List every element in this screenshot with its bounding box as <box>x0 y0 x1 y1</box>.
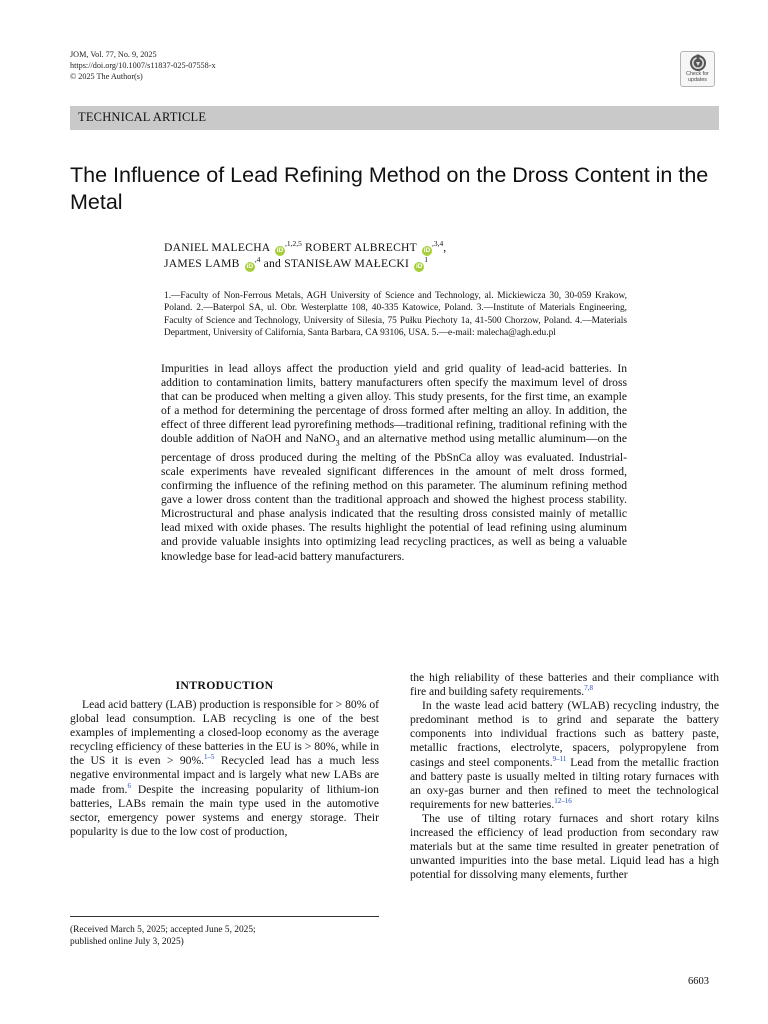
footnote-divider <box>70 916 379 917</box>
author-name: STANISŁAW MAŁECKI <box>284 257 410 270</box>
author-name: DANIEL MALECHA <box>164 241 270 254</box>
abstract-subscript: 3 <box>335 438 340 448</box>
paragraph <box>70 698 379 839</box>
left-column <box>70 698 379 839</box>
citation-link[interactable]: 12–16 <box>554 796 572 805</box>
paragraph-text: Lead acid battery (LAB) production is responsible for > 80% of global lead consumption. LAB recycling is one of the best examples of implementing a closed-loop economy as the average recycling efficiency of these batteries in the EU is > 80%, while in the US it is even > 90%. <box>70 698 379 768</box>
author-name: JAMES LAMB <box>164 257 240 270</box>
updates-icon <box>689 54 707 72</box>
paragraph <box>410 699 719 812</box>
citation-link[interactable]: 6 <box>127 781 131 790</box>
citation-link[interactable]: 7,8 <box>584 684 593 693</box>
journal-citation: JOM, Vol. 77, No. 9, 2025 <box>70 50 157 59</box>
orcid-icon[interactable]: iD <box>416 263 423 270</box>
paragraph <box>410 671 719 699</box>
orcid-icon[interactable]: iD <box>246 263 254 270</box>
received-dates-line: (Received March 5, 2025; accepted June 5, 2025; <box>70 925 256 935</box>
author-affiliation-ref: 1 <box>424 255 428 265</box>
copyright-notice: © 2025 The Author(s) <box>70 72 143 81</box>
updates-badge-line1: Check for <box>686 71 709 77</box>
orcid-icon[interactable]: iD <box>276 247 284 254</box>
abstract <box>161 362 627 564</box>
author-list: DANIEL MALECHA $iD^{,1,2,5}$ ROBERT ALBRECHT $iD^{,3,4}$, JAMES LAMB $iD^{,4}$ and STANISŁAW MAŁECKI $iD^1$ <box>164 239 447 270</box>
citation-link[interactable]: 1–5 <box>204 753 215 762</box>
author-affiliation-ref: 1,2,5 <box>286 239 302 249</box>
article-metadata <box>70 49 216 82</box>
article-type-bar <box>70 106 719 130</box>
paragraph-text: the high reliability of these batteries and their compliance with fire and building safety requirements. <box>410 671 719 699</box>
author-affiliation-ref: 4 <box>256 255 261 265</box>
updates-badge-line2: updates <box>688 76 707 83</box>
orcid-icon[interactable]: iD <box>423 247 431 254</box>
received-dates-footnote <box>70 924 379 949</box>
right-column <box>410 671 719 882</box>
abstract-text-2: and an alternative method using metallic aluminum—on the percentage of dross produced during the melting of the PbSnCa alloy was evaluated. Industrial-scale experiments have revealed significant differences in the amount of melt dross formed, confirming the influence of the refining method on this parameter. The aluminum refining method gave a lower dross content than the traditional approach and showed the highest process stability. Microstructural and phase analysis indicated that the resulting dross consisted mainly of metallic lead mixed with oxide phases. The results highlight the potential of lead refining using aluminum and provide valuable insights into optimizing lead recycling practices, as well as being a valuable knowledge base for lead-acid battery manufacturers. <box>161 432 627 563</box>
abstract-text-1: Impurities in lead alloys affect the production yield and grid quality of lead-acid batteries. In addition to contamination limits, battery manufacturers often specify the maximum level of dross that can be produced when melting a given alloy. This study presents, for the first time, an example of a method for determining the percentage of dross formed after melting an alloy. In addition, the effect of three different lead pyrorefining methods—traditional refining, traditional refining with the double addition of NaOH and NaNO <box>161 362 627 446</box>
check-for-updates-badge[interactable] <box>680 51 715 87</box>
page-number: 6603 <box>688 976 709 987</box>
paragraph-text: Despite the increasing popularity of lithium-ion batteries, LABs remain the main type used in the automotive sector, emergency power systems and energy storage. Their popularity is due to the low cost of production, <box>70 782 379 838</box>
published-date-line: published online July 3, 2025) <box>70 937 184 948</box>
paragraph-text: In the waste lead acid battery (WLAB) recycling industry, the predominant method is to grind and separate the battery components into individual fractions such as battery paste, metallic fractions, electrolyte, spacers, polypropylene from casings and steel components. <box>410 699 719 769</box>
author-affiliation-ref: 3,4 <box>433 239 444 249</box>
paragraph-text: Recycled lead has a much less negative environmental impact and is largely what new LABs are made from. <box>70 754 379 796</box>
author-conjunction: and <box>263 257 282 270</box>
author-name: ROBERT ALBRECHT <box>304 241 417 254</box>
section-heading-introduction: INTRODUCTION <box>175 678 274 692</box>
paragraph: The use of tilting rotary furnaces and short rotary kilns increased the efficiency of lead production from secondary raw materials but at the same time resulted in greater penetration of unwanted impurities into the base metal. Liquid lead has a high potential for dissolving many elements, further <box>410 811 719 882</box>
paragraph-text: Lead from the metallic fraction and battery paste is usually melted in tilting rotary furnaces with an oxy-gas burner and then refined to meet the technological requirements for new batteries. <box>410 755 719 811</box>
article-type-label: TECHNICAL ARTICLE <box>78 110 207 124</box>
affiliations: 1.—Faculty of Non-Ferrous Metals, AGH University of Science and Technology, al. Mickiewicza 30, 30-059 Krakow, Poland. 2.—Baterpol SA, ul. Obr. Westerplatte 108, 40-335 Katowice, Poland. 3.—Institute of Materials Engineering, Faculty of Science and Technology, University of Silesia, 75 Pułku Piechoty 1a, 41-500 Chorzow, Poland. 4.—Materials Department, University of California, Santa Barbara, CA 93106, USA. 5.—e-mail: malecha@agh.edu.pl <box>164 291 627 338</box>
doi-link[interactable]: https://doi.org/10.1007/s11837-025-07558-x <box>70 61 216 70</box>
article-title: The Influence of Lead Refining Method on the Dross Content in the Metal <box>70 163 709 214</box>
citation-link[interactable]: 9–11 <box>552 754 567 763</box>
